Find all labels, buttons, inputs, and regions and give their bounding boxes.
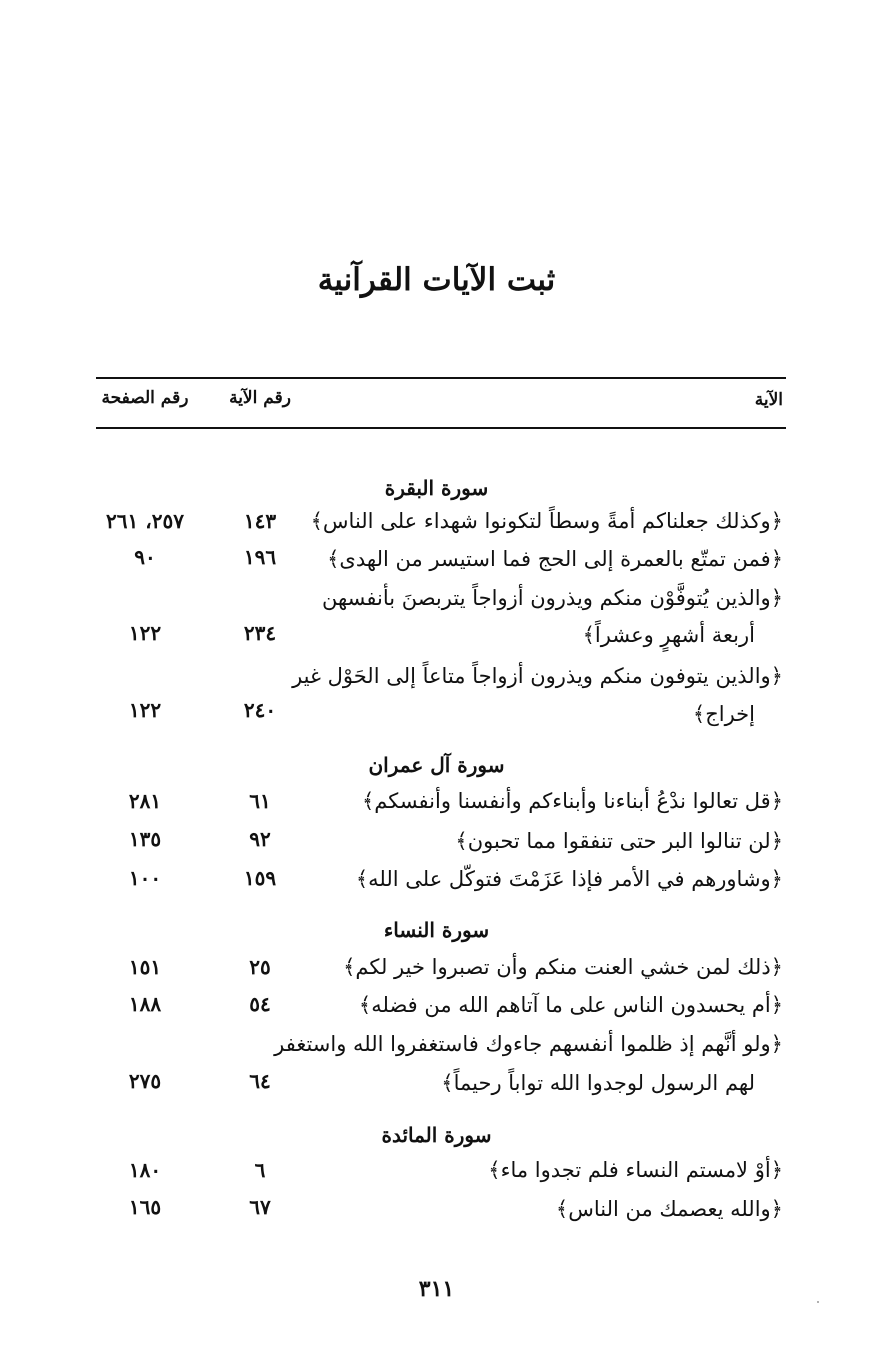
verse-text: ﴿والذين يتوفون منكم ويذرون أزواجاً متاعاً إلى الحَوْل غير bbox=[292, 664, 783, 688]
verse-text: ﴿قل تعالوا ندْعُ أبناءنا وأبناءكم وأنفسنا وأنفسكم﴾ bbox=[361, 789, 783, 813]
verse-text: ﴿ولو أنَّهم إذ ظلموا أنفسهم جاءوك فاستغفروا الله واستغفر bbox=[274, 1032, 783, 1056]
surah-heading: سورة البقرة bbox=[384, 476, 489, 500]
table-header bbox=[0, 388, 873, 418]
verse-text: ﴿لن تنالوا البر حتى تنفقوا مما تحبون﴾ bbox=[455, 829, 783, 853]
verse-text-continuation: إخراج﴾ bbox=[692, 702, 755, 726]
ayah-number: ٦٤ bbox=[249, 1069, 271, 1093]
verse-text: ﴿فمن تمتّع بالعمرة إلى الحج فما استيسر من الهدى﴾ bbox=[327, 547, 783, 571]
page-reference: ٢٨١ bbox=[128, 789, 162, 813]
ayah-number: ٢٥ bbox=[249, 955, 271, 979]
ayah-number: ٦٧ bbox=[249, 1195, 271, 1219]
ayah-number: ٢٤٠ bbox=[243, 698, 277, 722]
page-reference: ٩٠ bbox=[134, 545, 156, 569]
header-ayah-number: رقم الآية bbox=[229, 388, 291, 408]
surah-heading: سورة آل عمران bbox=[368, 753, 505, 777]
page-reference: ٢٥٧، ٢٦١ bbox=[106, 509, 184, 533]
header-bottom-rule bbox=[96, 427, 786, 429]
ayah-number: ١٤٣ bbox=[243, 509, 277, 533]
header-page-number: رقم الصفحة bbox=[101, 388, 189, 408]
page-reference: ١٥١ bbox=[128, 955, 162, 979]
verse-text: ﴿أم يحسدون الناس على ما آتاهم الله من فضله﴾ bbox=[358, 993, 783, 1017]
scan-speck bbox=[817, 1301, 819, 1303]
ayah-number: ٦١ bbox=[249, 789, 271, 813]
page-number: ٣١١ bbox=[418, 1276, 455, 1302]
verse-text: ﴿أوْ لامستم النساء فلم تجدوا ماء﴾ bbox=[488, 1158, 783, 1182]
verse-text: ﴿وشاورهم في الأمر فإذا عَزَمْتَ فتوكّل على الله﴾ bbox=[355, 867, 783, 891]
verse-text: ﴿وكذلك جعلناكم أمةً وسطاً لتكونوا شهداء على الناس﴾ bbox=[310, 509, 783, 533]
verse-text: ﴿ذلك لمن خشي العنت منكم وأن تصبروا خير لكم﴾ bbox=[343, 955, 783, 979]
header-top-rule bbox=[96, 377, 786, 379]
page-reference: ١٨٠ bbox=[128, 1158, 162, 1182]
verse-text: ﴿والذين يُتوفَّوْن منكم ويذرون أزواجاً يتربصنَ بأنفسهن bbox=[321, 586, 783, 610]
ayah-number: ١٥٩ bbox=[243, 866, 277, 890]
page-reference: ١٨٨ bbox=[128, 992, 162, 1016]
ayah-number: ٥٤ bbox=[249, 992, 271, 1016]
page-reference: ١٢٢ bbox=[128, 621, 162, 645]
verse-text-continuation: لهم الرسول لوجدوا الله تواباً رحيماً﴾ bbox=[441, 1071, 755, 1095]
page-reference: ١٣٥ bbox=[128, 827, 162, 851]
header-verse: الآية bbox=[754, 390, 783, 410]
page-reference: ١٢٢ bbox=[128, 698, 162, 722]
ayah-number: ١٩٦ bbox=[243, 545, 277, 569]
ayah-number: ٢٣٤ bbox=[243, 621, 277, 645]
page-reference: ١٦٥ bbox=[128, 1195, 162, 1219]
verse-text-continuation: أربعة أشهرٍ وعشراً﴾ bbox=[582, 623, 755, 647]
ayah-number: ٦ bbox=[254, 1158, 266, 1182]
page-title: ثبت الآيات القرآنية bbox=[317, 262, 556, 298]
ayah-number: ٩٢ bbox=[249, 827, 271, 851]
page-reference: ٢٧٥ bbox=[128, 1069, 162, 1093]
verse-text: ﴿والله يعصمك من الناس﴾ bbox=[555, 1197, 783, 1221]
surah-heading: سورة النساء bbox=[383, 918, 490, 942]
page-reference: ١٠٠ bbox=[128, 866, 162, 890]
surah-heading: سورة المائدة bbox=[381, 1123, 492, 1147]
